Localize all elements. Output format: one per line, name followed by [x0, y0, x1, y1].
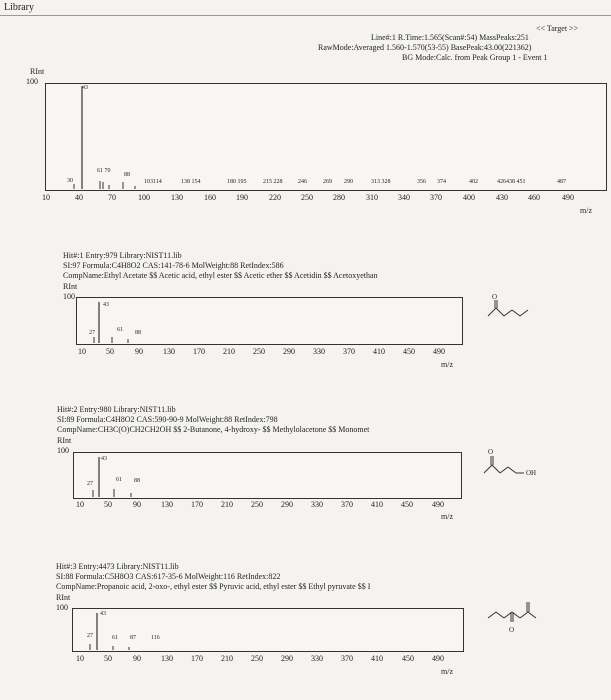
- header-line-1: Line#:1 R.Time:1.565(Scan#:54) MassPeaks:251: [371, 33, 529, 42]
- hit2-x-tick: 50: [104, 500, 112, 509]
- hit3-x-tick: 130: [161, 654, 173, 663]
- hit2-x-tick: 90: [133, 500, 141, 509]
- hit3-x-tick: 370: [341, 654, 353, 663]
- main-peak-label: 103114: [144, 179, 162, 185]
- main-peak-label: 290: [344, 179, 353, 185]
- hit3-peak-label: 43: [100, 611, 106, 617]
- main-peak-label: 313 328: [371, 179, 391, 185]
- main-peak-label: 269: [323, 179, 332, 185]
- hit3-y-top: 100: [56, 603, 68, 612]
- hit1-x-tick: 90: [135, 347, 143, 356]
- main-peak-label: 402: [469, 179, 478, 185]
- main-x-tick: 340: [398, 193, 410, 202]
- hit1-spectrum-bars: [76, 297, 463, 345]
- hit1-structure-icon: [474, 290, 554, 330]
- hit3-peak-label: 61: [112, 635, 118, 641]
- hit3-x-tick: 410: [371, 654, 383, 663]
- main-x-tick: 280: [333, 193, 345, 202]
- main-peak-label: 356: [417, 179, 426, 185]
- hit3-rint-label: RInt: [56, 593, 71, 602]
- main-peak-label: 180 195: [227, 179, 247, 185]
- hit3-x-tick: 490: [432, 654, 444, 663]
- hit1-line-2: SI:97 Formula:C4H8O2 CAS:141-78-6 MolWeight:88 RetIndex:586: [63, 261, 284, 270]
- hit3-peak-label: 116: [151, 635, 160, 641]
- hit2-structure-label: OH: [526, 469, 537, 477]
- hit2-x-tick: 450: [401, 500, 413, 509]
- hit2-x-tick: 210: [221, 500, 233, 509]
- main-x-tick: 310: [366, 193, 378, 202]
- hit2-line-1: Hit#:2 Entry:980 Library:NIST11.lib: [57, 405, 176, 414]
- hit1-x-tick: 50: [106, 347, 114, 356]
- main-x-tick: 40: [75, 193, 83, 202]
- hit3-peak-label: 27: [87, 633, 93, 639]
- main-x-axis-label: m/z: [580, 206, 592, 215]
- main-peak-label: 88: [124, 172, 130, 178]
- main-x-tick: 70: [108, 193, 116, 202]
- hit2-line-2: SI:89 Formula:C4H8O2 CAS:590-90-9 MolWeight:88 RetIndex:798: [57, 415, 278, 424]
- hit1-x-tick: 490: [433, 347, 445, 356]
- hit1-x-tick: 290: [283, 347, 295, 356]
- hit1-rint-label: RInt: [63, 282, 78, 291]
- main-rint-label: RInt: [30, 67, 45, 76]
- hit3-x-tick: 50: [104, 654, 112, 663]
- hit1-x-tick: 210: [223, 347, 235, 356]
- hit1-x-axis-label: m/z: [441, 360, 453, 369]
- main-x-tick: 400: [463, 193, 475, 202]
- hit1-x-tick: 170: [193, 347, 205, 356]
- hit1-x-tick: 370: [343, 347, 355, 356]
- hit2-peak-label: 43: [101, 456, 107, 462]
- hit2-structure-label: O: [488, 448, 494, 456]
- hit3-structure-icon: [478, 590, 558, 650]
- window-title: Library: [4, 2, 34, 13]
- hit2-x-tick: 330: [311, 500, 323, 509]
- hit2-x-tick: 290: [281, 500, 293, 509]
- hit3-x-tick: 210: [221, 654, 233, 663]
- header-line-2: RawMode:Averaged 1.560-1.570(53-55) BasePeak:43.00(221362): [318, 43, 532, 52]
- main-x-tick: 130: [171, 193, 183, 202]
- main-peak-label: 43: [82, 85, 88, 91]
- hit3-x-tick: 90: [133, 654, 141, 663]
- hit2-y-top: 100: [57, 446, 69, 455]
- hit3-x-axis-label: m/z: [441, 667, 453, 676]
- hit2-x-tick: 10: [76, 500, 84, 509]
- hit2-peak-label: 88: [134, 478, 140, 484]
- hit1-x-tick: 250: [253, 347, 265, 356]
- hit3-x-tick: 330: [311, 654, 323, 663]
- hit1-x-tick: 130: [163, 347, 175, 356]
- hit3-peak-label: 87: [130, 635, 136, 641]
- hit3-structure-label: O: [509, 626, 515, 634]
- hit3-line-2: SI:88 Formula:C5H8O3 CAS:617-35-6 MolWeight:116 RetIndex:822: [56, 572, 281, 581]
- main-x-tick: 100: [138, 193, 150, 202]
- main-peak-label: 138 154: [181, 179, 201, 185]
- hit1-structure-label: O: [492, 293, 498, 301]
- hit1-x-tick: 450: [403, 347, 415, 356]
- hit1-line-1: Hit#:1 Entry:979 Library:NIST11.lib: [63, 251, 182, 260]
- main-peak-label: 487: [557, 179, 566, 185]
- main-x-tick: 430: [496, 193, 508, 202]
- hit1-peak-label: 88: [135, 330, 141, 336]
- target-link[interactable]: << Target >>: [536, 24, 579, 33]
- hit1-peak-label: 27: [89, 330, 95, 336]
- hit2-spectrum-bars: [73, 452, 462, 499]
- main-y-top-label: 100: [26, 77, 38, 86]
- hit1-y-top: 100: [63, 292, 75, 301]
- main-peak-label: 246: [298, 179, 307, 185]
- title-divider: [0, 15, 611, 16]
- hit2-rint-label: RInt: [57, 436, 72, 445]
- hit2-x-tick: 410: [371, 500, 383, 509]
- hit1-x-tick: 10: [78, 347, 86, 356]
- main-peak-label: 215 228: [263, 179, 283, 185]
- hit3-spectrum-bars: [72, 608, 464, 652]
- hit2-x-tick: 130: [161, 500, 173, 509]
- main-x-tick: 250: [301, 193, 313, 202]
- hit3-x-tick: 450: [402, 654, 414, 663]
- hit3-x-tick: 10: [76, 654, 84, 663]
- hit2-peak-label: 27: [87, 481, 93, 487]
- hit1-x-tick: 330: [313, 347, 325, 356]
- hit1-compname: CompName:Ethyl Acetate $$ Acetic acid, ethyl ester $$ Acetic ether $$ Acetidin $$ Acetoxyethan: [63, 271, 378, 280]
- hit3-x-tick: 250: [251, 654, 263, 663]
- hit1-peak-label: 43: [103, 302, 109, 308]
- header-line-3: BG Mode:Calc. from Peak Group 1 - Event 1: [402, 53, 548, 62]
- main-peak-label: 30: [67, 178, 73, 184]
- hit2-peak-label: 61: [116, 477, 122, 483]
- hit3-line-1: Hit#:3 Entry:4473 Library:NIST11.lib: [56, 562, 179, 571]
- main-peak-label: 61 70: [97, 168, 111, 174]
- hit2-x-tick: 490: [432, 500, 444, 509]
- main-x-tick: 10: [42, 193, 50, 202]
- main-peak-label: 374: [437, 179, 446, 185]
- hit2-x-tick: 250: [251, 500, 263, 509]
- hit3-compname: CompName:Propanoic acid, 2-oxo-, ethyl ester $$ Pyruvic acid, ethyl ester $$ Ethyl pyruvate $$ I: [56, 582, 371, 591]
- main-x-tick: 190: [236, 193, 248, 202]
- hit3-x-tick: 170: [191, 654, 203, 663]
- main-x-tick: 160: [204, 193, 216, 202]
- hit2-x-tick: 170: [191, 500, 203, 509]
- main-x-tick: 220: [269, 193, 281, 202]
- main-x-tick: 490: [562, 193, 574, 202]
- main-x-tick: 370: [430, 193, 442, 202]
- hit2-x-tick: 370: [341, 500, 353, 509]
- hit2-x-axis-label: m/z: [441, 512, 453, 521]
- hit2-structure-icon: [474, 445, 564, 485]
- hit2-compname: CompName:CH3C(O)CH2CH2OH $$ 2-Butanone, 4-hydroxy- $$ Methylolacetone $$ Monomet: [57, 425, 370, 434]
- hit1-peak-label: 61: [117, 327, 123, 333]
- hit1-x-tick: 410: [373, 347, 385, 356]
- main-peak-label: 426438 451: [497, 179, 526, 185]
- hit3-x-tick: 290: [281, 654, 293, 663]
- main-x-tick: 460: [528, 193, 540, 202]
